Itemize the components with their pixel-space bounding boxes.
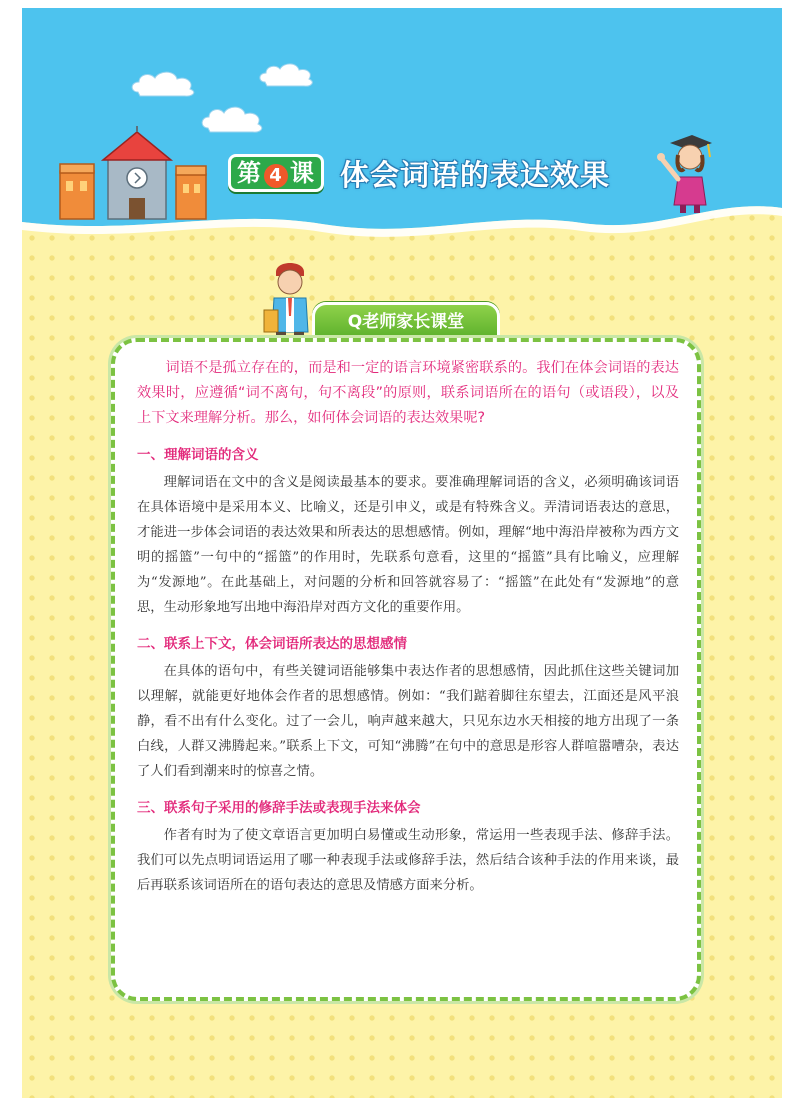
cloud-icon bbox=[200, 104, 266, 134]
girl-graduate-illustration bbox=[650, 133, 720, 213]
castle-illustration bbox=[58, 126, 208, 221]
section-body: 理解词语在文中的含义是阅读最基本的要求。要准确理解词语的含义，必须明确该词语在具体语境中是采用本义、比喻义，还是引申义，或是有特殊含义。弄清词语表达的意思，才能进一步体会词语的表达效果和所表达的思想感情。例如，理解“地中海沿岸被称为西方文明的摇篮”一句中的“摇篮”的作用时，先联系句意看，这里的“摇篮”具有比喻义，应理解为“发源地”。在此基础上，对问题的分析和回答就容易了：“摇篮”在此处有“发源地”的意思，生动形象地写出地中海沿岸对西方文化的重要作用。 bbox=[137, 475, 679, 615]
section-heading: 二、联系上下文，体会词语所表达的思想感情 bbox=[137, 636, 407, 652]
content-card bbox=[111, 338, 701, 1001]
lesson-badge bbox=[228, 154, 324, 192]
section-heading: 三、联系句子采用的修辞手法或表现手法来体会 bbox=[137, 800, 421, 816]
cloud-icon bbox=[130, 70, 200, 98]
page bbox=[22, 8, 782, 1098]
cloud-icon bbox=[258, 62, 316, 88]
intro-paragraph: 词语不是孤立存在的，而是和一定的语言环境紧密联系的。我们在体会词语的表达效果时，应遵循“词不离句，句不离段”的原则，联系词语所在的语句（或语段），以及上下文来理解分析。那么，如何体会词语的表达效果呢? bbox=[137, 360, 679, 426]
section-body: 作者有时为了使文章语言更加明白易懂或生动形象，常运用一些表现手法、修辞手法。我们可以先点明词语运用了哪一种表现手法或修辞手法，然后结合该种手法的作用来谈，最后再联系该词语所在的语句表达的意思及情感方面来分析。 bbox=[137, 828, 679, 893]
section-tab: Q老师家长课堂 bbox=[312, 302, 500, 339]
lesson-label: 第 bbox=[237, 159, 262, 187]
section-body: 在具体的语句中，有些关键词语能够集中表达作者的思想感情，因此抓住这些关键词加以理解，就能更好地体会作者的思想感情。例如：“我们踮着脚往东望去，江面还是风平浪静，看不出有什么变化。过了一会儿，响声越来越大，只见东边水天相接的地方出现了一条白线，人群又沸腾起来。”联系上下文，可知“沸腾”在句中的意思是形容人群喧嚣嘈杂，表达了人们看到潮来时的惊喜之情。 bbox=[137, 664, 679, 779]
boy-teacher-illustration bbox=[260, 258, 320, 348]
lesson-title-bar bbox=[228, 153, 610, 193]
lesson-suffix: 课 bbox=[290, 159, 315, 187]
lesson-number: 4 bbox=[264, 164, 288, 188]
section-heading: 一、理解词语的含义 bbox=[137, 447, 259, 463]
page-title: 体会词语的表达效果 bbox=[340, 157, 611, 192]
